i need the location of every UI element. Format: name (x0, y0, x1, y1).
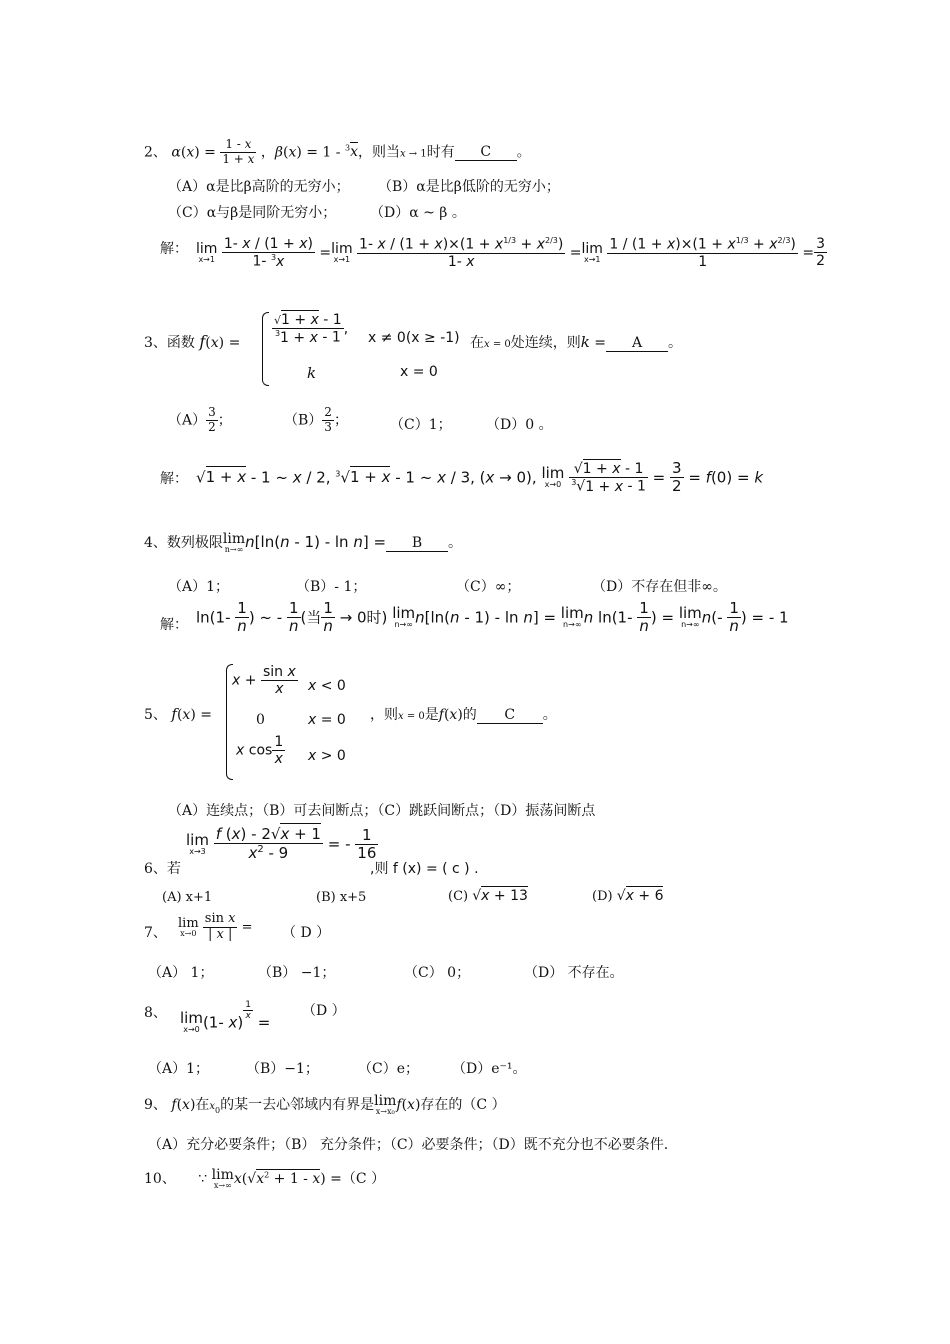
stem-text: 的某一去心邻域内有界是 (220, 1097, 375, 1113)
option-a: (A) x+1 (162, 890, 213, 905)
stem-text: 的 (462, 707, 477, 723)
piece-1: x + $\frac{\text{sin x}}{x}$ (232, 664, 296, 698)
answer-blank: C (477, 707, 543, 724)
question-4-stem: 4、数列极限 lim n→∞ n[ln(n - 1) - ln n] = B 。 (144, 531, 463, 554)
question-3-tail: 在x = 0处连续，则k = A 。 (470, 333, 683, 351)
stem-text: 。 (448, 535, 463, 551)
answer-paren: （C ） (341, 1171, 386, 1187)
option-b: （B）α是比β低阶的无穷小； (378, 179, 560, 195)
piecewise-brace (262, 312, 269, 386)
option-c: （C）α与β是同阶无穷小； (168, 205, 337, 221)
solution-formula: ln(1- $\frac{1}{n}$ ) ~ - $\frac{1}{n}$ (当 $\frac{1}{n}$ → 0时) lim n→∞ n[ln(n - 1) - ln n] = lim n→∞ n ln(1- $\frac{1}{n}$ ) = lim n→∞ n(- $\frac{1}{n}$ ) = - 1 (196, 599, 789, 636)
option-d: （D） 不存在。 (524, 965, 624, 981)
question-7-formula: lim x→0 $\frac{\text{sin x}}{| x |}$ = (178, 911, 253, 942)
stem-text: 时有 (426, 144, 455, 161)
piece-2: k (307, 364, 317, 382)
question-number: 4、 (144, 535, 167, 551)
option-b: (B) x+5 (316, 890, 367, 905)
option-b: （B）- 1； (296, 579, 367, 595)
question-number: 10、 (144, 1171, 176, 1187)
condition-1: x < 0 (308, 678, 346, 694)
option-c: （C）1； (390, 417, 452, 433)
option-d: （D）0 。 (486, 417, 553, 433)
solution-label: 解： (160, 617, 188, 633)
option-d: （D）e⁻¹。 (452, 1061, 527, 1077)
stem-text: 数列极限 (166, 535, 223, 551)
solution-label: 解： (160, 471, 188, 487)
stem-text: 处连续，则 (510, 335, 581, 351)
solution (160, 238, 188, 258)
solution-formula: √1 + x - 1 ~ x / 2, $^3$√1 + x - 1 ~ x / 3, (x → 0), lim x→0 $\frac{√1 + x - 1}{^3√1 + x - 1}$ = $\frac{3}{2}$ = f(0) = k (196, 459, 763, 496)
answer-paren: （ D ） (282, 925, 331, 941)
stem-text: ，则当 (357, 144, 400, 161)
option-c: （C）∞； (456, 579, 521, 595)
solution-formula: lim x→1 $\frac{1- x / (1 + x)}{1- ^3x}$ = lim x→1 $\frac{1- x / (1 + x)\times(1 + x^{1/3} + x^{2/3})}{1- x}$ = lim x→1 $\frac{1 / (1 + x)\times(1 + x^{1/3} + x^{2/3})}{1}$ = $\frac{3}{2}$ (196, 236, 825, 270)
stem-text: 。 (668, 335, 683, 351)
condition-1: x ≠ 0(x ≥ -1) (368, 330, 460, 346)
stem-text: 。 (516, 144, 531, 161)
stem-text: 存在的（C ） (420, 1097, 506, 1113)
option-a: （A） $\frac{3}{2}$ ； (168, 405, 232, 434)
question-5-stem: 5、 f(x) = (144, 705, 212, 723)
condition-3: x > 0 (308, 748, 346, 764)
question-10-stem: 10、 ∵ lim x→∞ $x(√x^2 + 1 - x) =(C$ ） (144, 1167, 386, 1190)
question-5-tail: ，则x = 0是f(x)的 C 。 (370, 707, 557, 723)
option-b: （B） $\frac{2}{3}$ ； (284, 405, 348, 434)
answer-blank: C (455, 144, 517, 161)
question-7-number: 7、 (144, 925, 167, 941)
option-a: （A）1； (148, 1061, 210, 1077)
option-c: (C) √x + 13 (448, 888, 528, 904)
question-8-number: 8、 (144, 1005, 167, 1021)
question-number: 9、 (144, 1097, 167, 1113)
question-6-formula: lim x→3 $\frac{f (x) - 2√x + 1}{x^2 - 9}$ = - $\frac{1}{16}$ (186, 825, 377, 863)
stem-text: 函数 (166, 335, 195, 351)
option-d: (D) √x + 6 (592, 888, 664, 904)
question-number: 3、 (144, 335, 167, 351)
question-8-formula: lim x→0 (1- x) $^{\frac{1}{x}}$ = (180, 1000, 271, 1035)
stem-text: 在 (470, 335, 484, 351)
question-number: 2、 (144, 144, 167, 161)
piece-3: x cos $\frac{1}{x}$ (236, 734, 284, 768)
option-label: (D) (592, 889, 613, 904)
piece-2: 0 (256, 712, 265, 728)
stem-text: ，则 (370, 707, 398, 723)
question-6-number: 6、若 (144, 861, 181, 877)
options-line: （A）连续点；（B）可去间断点；（C）跳跃间断点；（D）振荡间断点 (168, 803, 596, 819)
answer-blank: A (606, 335, 668, 352)
question-6-tail: ,则 f (x) = ( c ) . (370, 861, 479, 877)
option-a: （A） 1； (148, 965, 214, 981)
option-a: （A）α是比β高阶的无穷小； (168, 179, 350, 195)
question-number: 5、 (144, 707, 167, 723)
question-2-stem: 2、 α(x) = $\frac{1 - x}{1 + x}$ ，β(x) = 1 - $^3$x，则当x → 1时有 C 。 (144, 137, 531, 166)
question-9-stem: 9、 f(x)在$x_0$的某一去心邻域内有界是 lim x→x₀ f(x)存在的（C ） (144, 1093, 506, 1116)
option-b: （B） −1； (258, 965, 336, 981)
option-b: （B）−1； (246, 1061, 319, 1077)
question-3-stem: 3、函数 f(x) = (144, 332, 241, 351)
stem-text: 在 (195, 1097, 210, 1113)
option-c: （C） 0； (404, 965, 471, 981)
option-d: （D）α ~ β 。 (370, 205, 466, 221)
condition-2: x = 0 (400, 364, 438, 380)
stem-text: 。 (542, 707, 557, 723)
solution-label: 解： (160, 241, 188, 257)
piece-1: $\frac{√1 + x - 1}{^31 + x - 1}$ , (274, 312, 349, 346)
option-label: (C) (448, 889, 469, 904)
answer-paren: （D ） (302, 1003, 346, 1019)
option-d: （D）不存在但非∞。 (592, 579, 727, 595)
answer-blank: B (386, 535, 448, 552)
option-c: （C）e； (358, 1061, 419, 1077)
options-line: （A）充分必要条件；（B） 充分条件；（C）必要条件；（D）既不充分也不必要条件. (148, 1137, 669, 1153)
condition-2: x = 0 (308, 712, 346, 728)
stem-text: 是 (424, 707, 439, 723)
option-a: （A）1； (168, 579, 230, 595)
